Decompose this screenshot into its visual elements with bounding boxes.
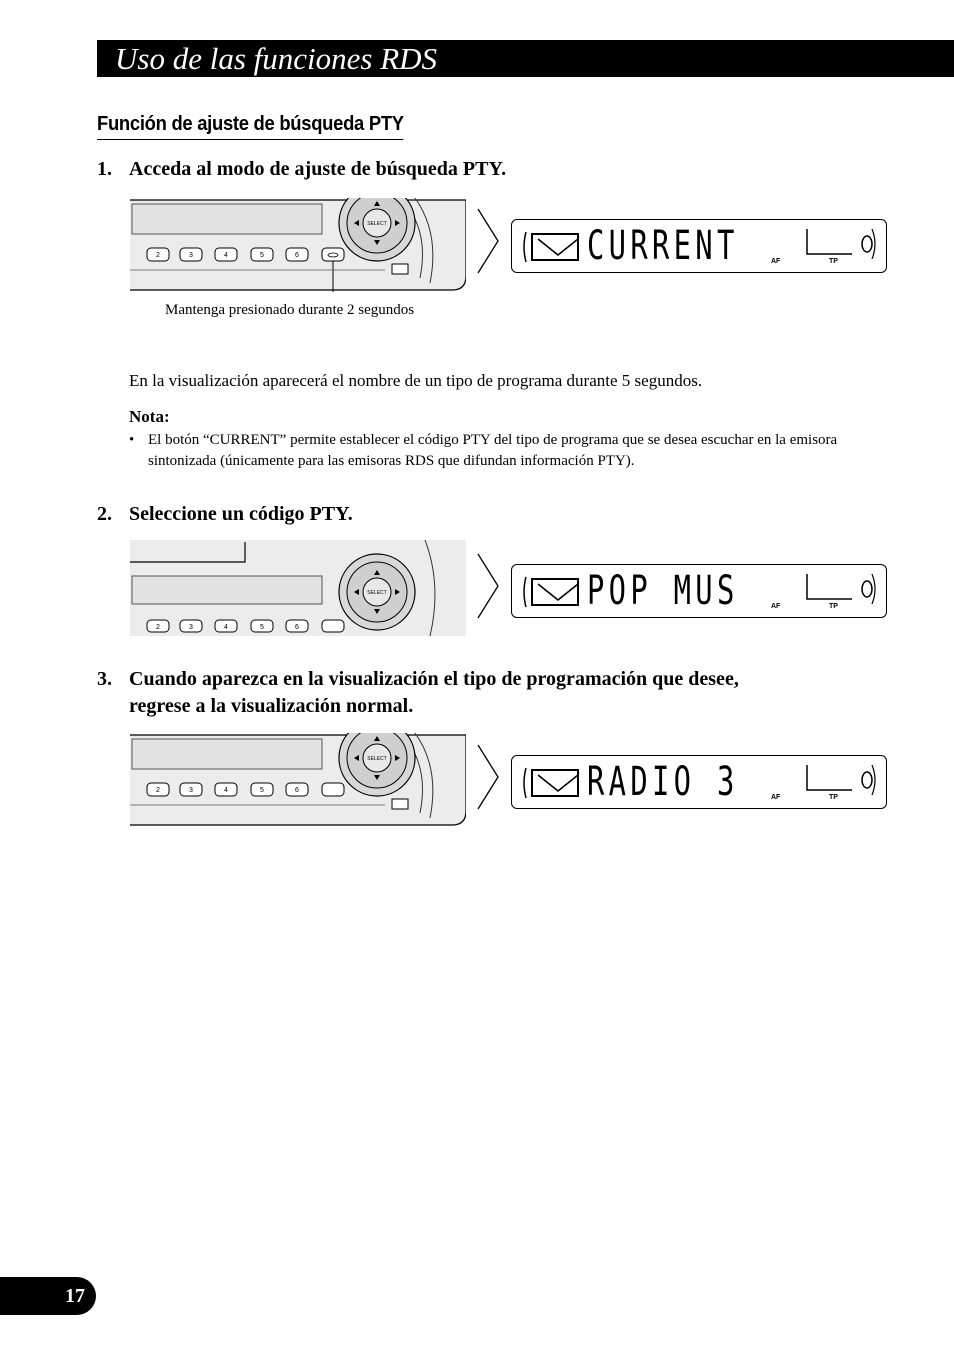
- head-unit-illustration: [130, 540, 466, 636]
- preset-2: 2: [156, 624, 160, 631]
- tp-indicator: TP: [829, 258, 838, 265]
- preset-3: 3: [189, 252, 193, 259]
- lcd-text: POP MUS: [587, 568, 739, 614]
- section-title: Función de ajuste de búsqueda PTY: [97, 113, 404, 140]
- signal-icon: [802, 229, 882, 259]
- lcd-display: [511, 219, 887, 273]
- preset-4: 4: [224, 624, 228, 631]
- tp-indicator: TP: [829, 603, 838, 610]
- step-text-line-1: Cuando aparezca en la visualización el tipo de programación que desee,: [129, 668, 739, 690]
- select-label: SELECT: [367, 221, 387, 227]
- page-header-title: Uso de las funciones RDS: [115, 41, 438, 76]
- preset-3: 3: [189, 787, 193, 794]
- page-number-tab: [0, 1277, 96, 1315]
- note-text: El botón “CURRENT” permite establecer el código PTY del tipo de programa que se desea escuchar en la emisora sintonizada (únicamente para las emisoras RDS que difundan información PTY).: [148, 432, 838, 469]
- preset-3: 3: [189, 624, 193, 631]
- header-bar: [97, 40, 954, 77]
- select-label: SELECT: [367, 756, 387, 762]
- body-paragraph: En la visualización aparecerá el nombre de un tipo de programa durante 5 segundos.: [129, 371, 703, 390]
- step-text-line-2: regrese a la visualización normal.: [129, 695, 414, 717]
- signal-icon: [802, 574, 882, 604]
- tuner-icon: [522, 766, 582, 800]
- arrow-chevron-icon: [476, 207, 500, 275]
- preset-5: 5: [260, 252, 264, 259]
- lcd-text: CURRENT: [587, 223, 739, 269]
- preset-5: 5: [260, 624, 264, 631]
- preset-6: 6: [295, 252, 299, 259]
- head-unit-illustration: [130, 198, 466, 292]
- step-number: 1.: [97, 158, 112, 180]
- af-indicator: AF: [771, 258, 781, 265]
- arrow-chevron-icon: [476, 743, 500, 811]
- caption: Mantenga presionado durante 2 segundos: [165, 302, 415, 318]
- lcd-text: RADIO 3: [587, 759, 739, 805]
- step-number: 3.: [97, 668, 112, 690]
- step-text: Acceda al modo de ajuste de búsqueda PTY.: [129, 158, 507, 180]
- preset-4: 4: [224, 252, 228, 259]
- note-label: Nota:: [129, 407, 170, 426]
- tp-indicator: TP: [829, 794, 838, 801]
- preset-6: 6: [295, 787, 299, 794]
- preset-6: 6: [295, 624, 299, 631]
- preset-2: 2: [156, 787, 160, 794]
- preset-5: 5: [260, 787, 264, 794]
- lcd-display: [511, 564, 887, 618]
- arrow-chevron-icon: [476, 552, 500, 620]
- signal-icon: [802, 765, 882, 795]
- af-indicator: AF: [771, 794, 781, 801]
- preset-2: 2: [156, 252, 160, 259]
- tuner-icon: [522, 575, 582, 609]
- step-text: Seleccione un código PTY.: [129, 503, 353, 525]
- bullet-dot: •: [129, 432, 135, 448]
- select-label: SELECT: [367, 590, 387, 596]
- preset-4: 4: [224, 787, 228, 794]
- af-indicator: AF: [771, 603, 781, 610]
- step-number: 2.: [97, 503, 112, 525]
- head-unit-illustration: [130, 733, 466, 827]
- tuner-icon: [522, 230, 582, 264]
- lcd-display: [511, 755, 887, 809]
- page-number: 17: [65, 1285, 85, 1307]
